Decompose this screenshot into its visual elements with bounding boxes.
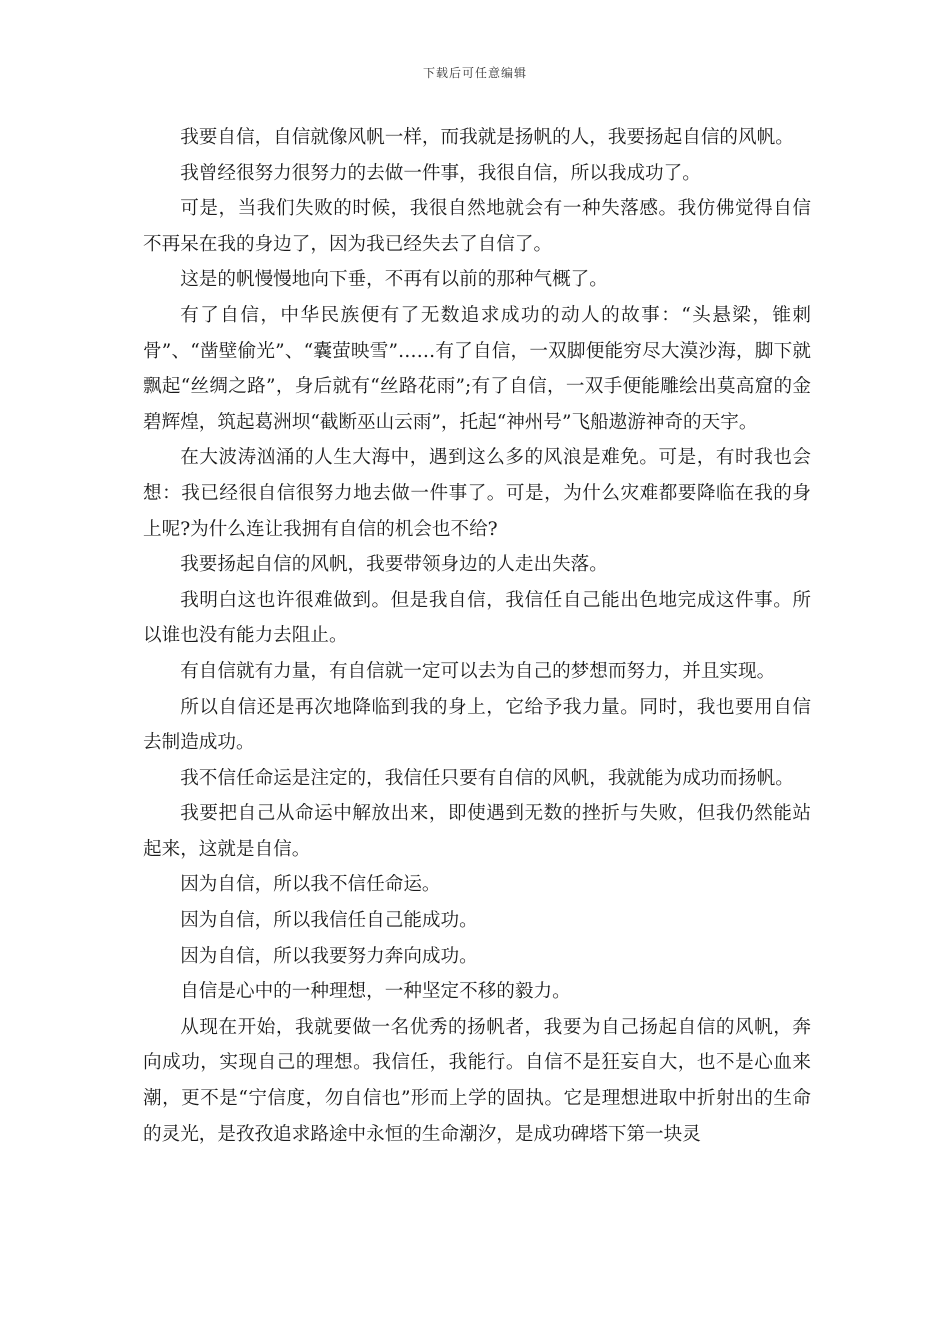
paragraph: 我不信任命运是注定的，我信任只要有自信的风帆，我就能为成功而扬帆。 (180, 767, 794, 789)
paragraph: 我要把自己从命运中解放出来，即使遇到无数的挫折与失败，但我仍然能站起来，这就是自信。 (143, 803, 811, 860)
paragraph: 因为自信，所以我不信任命运。 (180, 874, 441, 896)
document-body (143, 120, 811, 1152)
paragraph: 可是，当我们失败的时候，我很自然地就会有一种失落感。我仿佛觉得自信不再呆在我的身边了，因为我已经失去了自信了。 (143, 198, 811, 255)
paragraph: 从现在开始，我就要做一名优秀的扬帆者，我要为自己扬起自信的风帆，奔向成功，实现自己的理想。我信任，我能行。自信不是狂妄自大，也不是心血来潮，更不是“宁信度，勿自信也”形而上学的固执。它是理想进取中折射出的生命的灵光，是孜孜追求路途中永恒的生命潮汐，是成功碑塔下第一块灵 (143, 1016, 811, 1145)
paragraph: 我明白这也许很难做到。但是我自信，我信任自己能出色地完成这件事。所以谁也没有能力去阻止。 (143, 589, 811, 647)
paragraph: 因为自信，所以我要努力奔向成功。 (180, 945, 478, 967)
paragraph: 自信是心中的一种理想，一种坚定不移的毅力。 (180, 981, 571, 1003)
paragraph: 所以自信还是再次地降临到我的身上，它给予我力量。同时，我也要用自信去制造成功。 (143, 696, 811, 754)
page-header: 下载后可任意编辑 (422, 66, 527, 80)
paragraph: 有自信就有力量，有自信就一定可以去为自己的梦想而努力，并且实现。 (180, 660, 776, 682)
paragraph: 这是的帆慢慢地向下垂，不再有以前的那种气概了。 (180, 269, 608, 291)
paragraph: 有了自信，中华民族便有了无数追求成功的动人的故事：“头悬梁，锥刺骨”、“凿壁偷光”、“囊萤映雪”……有了自信，一双脚便能穷尽大漠沙海，脚下就飘起“丝绸之路”，身后就有“丝路花雨”;有了自信，一双手便能雕绘出莫高窟的金碧辉煌，筑起葛洲坝“截断巫山云雨”，托起“神州号”飞船遨游神奇的天宇。 (143, 304, 811, 433)
paragraph: 在大波涛汹涌的人生大海中，遇到这么多的风浪是难免。可是，有时我也会想：我已经很自信很努力地去做一件事了。可是，为什么灾难都要降临在我的身上呢?为什么连让我拥有自信的机会也不给? (143, 447, 811, 540)
paragraph: 我要自信，自信就像风帆一样，而我就是扬帆的人，我要扬起自信的风帆。 (180, 127, 794, 148)
paragraph: 因为自信，所以我信任自己能成功。 (180, 910, 478, 932)
paragraph: 我要扬起自信的风帆，我要带领身边的人走出失落。 (180, 554, 608, 576)
paragraph: 我曾经很努力很努力的去做一件事，我很自信，所以我成功了。 (180, 162, 701, 184)
